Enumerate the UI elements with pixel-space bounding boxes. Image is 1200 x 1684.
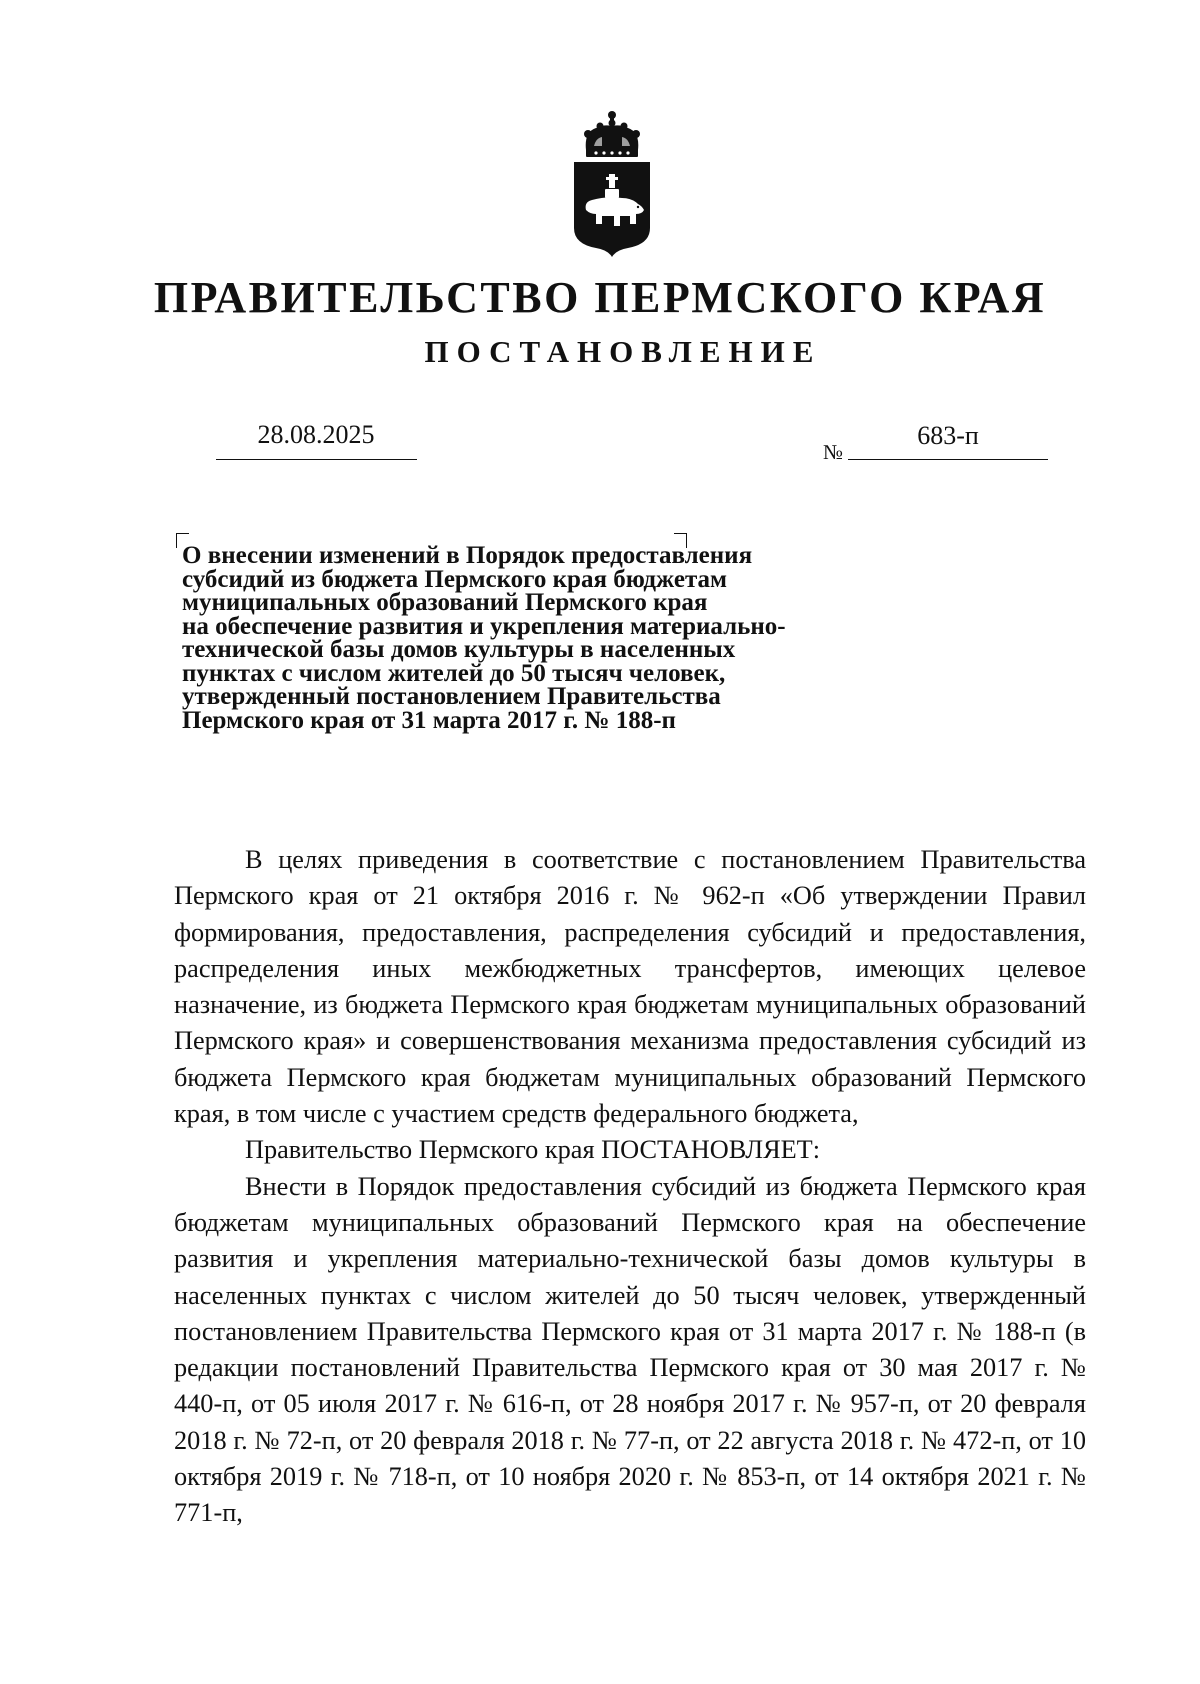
subject-line: Пермского края от 31 марта 2017 г. № 188-п	[182, 706, 676, 734]
document-body	[174, 842, 1086, 1532]
subject-line: субсидий из бюджета Пермского края бюджетам	[182, 565, 728, 593]
resolves-paragraph: Правительство Пермского края ПОСТАНОВЛЯЕТ:	[245, 1135, 821, 1165]
document-date: 28.08.2025	[257, 420, 375, 449]
document-subject	[182, 544, 902, 732]
subject-line: О внесении изменений в Порядок предоставления	[182, 542, 753, 569]
number-underline	[848, 459, 1048, 460]
subject-line: на обеспечение развития и укрепления материально-	[182, 612, 786, 640]
clause-paragraph: Внести в Порядок предоставления субсидий из бюджета Пермского края бюджетам муниципальных образований Пермского края на обеспечение развития и укрепления материально-технической базы домов культуры в населенных пунктах с числом жителей до 50 тысяч человек, утвержденный постановлением Правительства Пермского края от 31 марта 2017 г. № 188-п (в редакции постановлений Правительства Пермского края от 30 мая 2017 г. № 440-п, от 05 июля 2017 г. № 616-п, от 28 ноября 2017 г. № 957-п, от 20 февраля 2018 г. № 72-п, от 20 февраля 2018 г. № 77-п, от 22 августа 2018 г. № 472-п, от 10 октября 2019 г. № 718-п, от 10 ноября 2020 г. № 853-п, от 14 октября 2021 г. № 771-п,	[174, 1171, 1086, 1528]
subject-line: пунктах с числом жителей до 50 тысяч человек,	[182, 659, 726, 687]
subject-line: утвержденный постановлением Правительства	[182, 683, 721, 710]
organization-title: ПРАВИТЕЛЬСТВО ПЕРМСКОГО КРАЯ	[153, 273, 1047, 322]
subject-line: муниципальных образований Пермского края	[182, 589, 708, 616]
preamble-paragraph: В целях приведения в соответствие с постановлением Правительства Пермского края от 21 октября 2016 г. № 962-п «Об утверждении Правил формирования, предоставления, распределения субсидий и предоставления, распределения иных межбюджетных трансфертов, имеющих целевое назначение, из бюджета Пермского края бюджетам муниципальных образований Пермского края» и совершенствования механизма предоставления субсидий из бюджета Пермского края бюджетам муниципальных образований Пермского края, в том числе с участием средств федерального бюджета,	[174, 845, 1086, 1129]
number-sign: №	[823, 440, 844, 464]
coat-of-arms-icon	[566, 110, 658, 258]
subject-line: технической базы домов культуры в населенных	[182, 636, 736, 663]
document-type: ПОСТАНОВЛЕНИЕ	[424, 334, 822, 369]
document-number: 683-п	[917, 421, 979, 450]
date-underline	[216, 459, 417, 460]
